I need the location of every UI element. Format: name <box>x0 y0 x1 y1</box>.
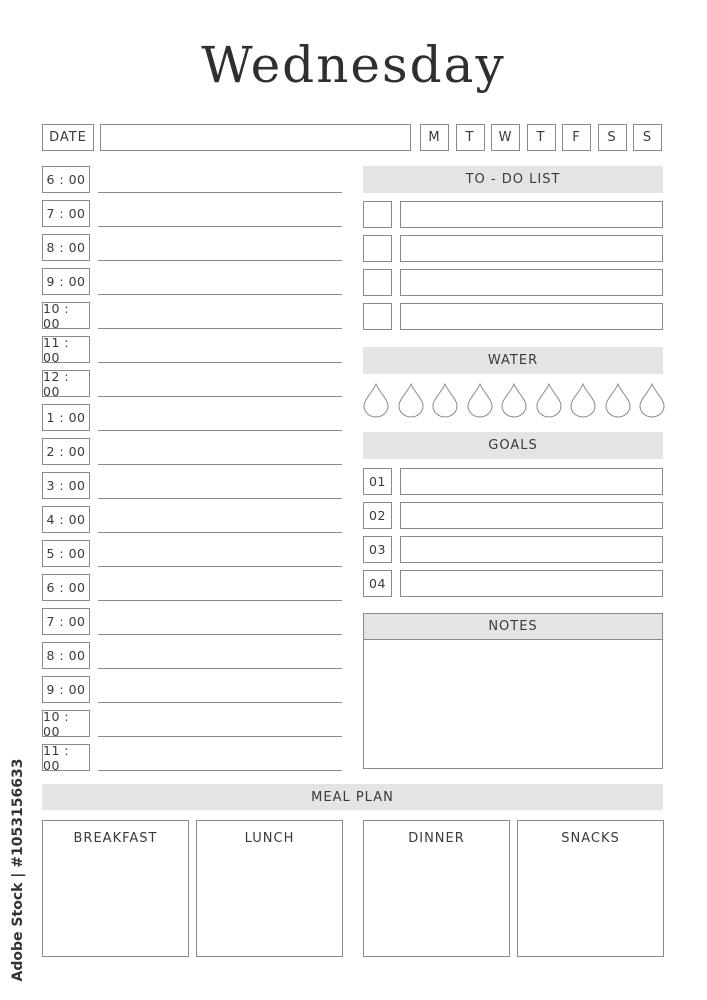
water-drop-icon[interactable] <box>501 383 527 418</box>
time-label: 11 : 00 <box>42 336 90 363</box>
schedule-entry-line[interactable] <box>98 736 342 737</box>
time-label: 3 : 00 <box>42 472 90 499</box>
meal-label: BREAKFAST <box>73 831 158 846</box>
time-label: 2 : 00 <box>42 438 90 465</box>
meal-box-lunch[interactable] <box>196 820 343 957</box>
goal-number: 02 <box>363 502 392 529</box>
goal-field[interactable] <box>400 570 663 597</box>
schedule-entry-line[interactable] <box>98 668 342 669</box>
schedule-entry-line[interactable] <box>98 600 342 601</box>
date-label: DATE <box>42 124 94 151</box>
meal-box-breakfast[interactable] <box>42 820 189 957</box>
schedule-entry-line[interactable] <box>98 328 342 329</box>
goal-field[interactable] <box>400 468 663 495</box>
schedule-entry-line[interactable] <box>98 430 342 431</box>
schedule-entry-line[interactable] <box>98 566 342 567</box>
goal-number: 04 <box>363 570 392 597</box>
time-label: 9 : 00 <box>42 676 90 703</box>
schedule-entry-line[interactable] <box>98 464 342 465</box>
time-label: 4 : 00 <box>42 506 90 533</box>
page-title: Wednesday <box>201 36 506 94</box>
goal-field[interactable] <box>400 502 663 529</box>
meal-box-dinner[interactable] <box>363 820 510 957</box>
time-label: 10 : 00 <box>42 302 90 329</box>
water-drop-icon[interactable] <box>398 383 424 418</box>
goals-header: GOALS <box>363 432 663 459</box>
goal-number: 03 <box>363 536 392 563</box>
stock-watermark-text: Adobe Stock | #1053156633 <box>10 758 26 982</box>
weekday-box[interactable]: T <box>527 124 556 151</box>
water-drop-icon[interactable] <box>639 383 665 418</box>
time-label: 7 : 00 <box>42 608 90 635</box>
schedule-entry-line[interactable] <box>98 226 342 227</box>
schedule-entry-line[interactable] <box>98 532 342 533</box>
water-drop-icon[interactable] <box>536 383 562 418</box>
stock-watermark <box>8 755 28 985</box>
water-header: WATER <box>363 347 663 374</box>
schedule-entry-line[interactable] <box>98 362 342 363</box>
time-label: 6 : 00 <box>42 574 90 601</box>
meal-plan-header: MEAL PLAN <box>42 784 663 810</box>
time-label: 8 : 00 <box>42 234 90 261</box>
meal-label: LUNCH <box>244 831 295 846</box>
water-drop-icon[interactable] <box>605 383 631 418</box>
todo-item-field[interactable] <box>400 235 663 262</box>
goal-field[interactable] <box>400 536 663 563</box>
todo-checkbox[interactable] <box>363 201 392 228</box>
meal-label: SNACKS <box>561 831 620 846</box>
weekday-box[interactable]: S <box>598 124 627 151</box>
schedule-entry-line[interactable] <box>98 634 342 635</box>
meal-label: DINNER <box>408 831 465 846</box>
schedule-entry-line[interactable] <box>98 498 342 499</box>
todo-item-field[interactable] <box>400 303 663 330</box>
notes-header: NOTES <box>364 614 662 640</box>
todo-checkbox[interactable] <box>363 269 392 296</box>
water-drop-icon[interactable] <box>570 383 596 418</box>
time-label: 6 : 00 <box>42 166 90 193</box>
weekday-box[interactable]: M <box>420 124 449 151</box>
date-field[interactable] <box>100 124 411 151</box>
schedule-entry-line[interactable] <box>98 770 342 771</box>
time-label: 5 : 00 <box>42 540 90 567</box>
time-label: 9 : 00 <box>42 268 90 295</box>
weekday-box[interactable]: W <box>491 124 520 151</box>
time-label: 10 : 00 <box>42 710 90 737</box>
time-label: 7 : 00 <box>42 200 90 227</box>
todo-header: TO - DO LIST <box>363 166 663 193</box>
goal-number: 01 <box>363 468 392 495</box>
time-label: 8 : 00 <box>42 642 90 669</box>
todo-checkbox[interactable] <box>363 235 392 262</box>
time-label: 1 : 00 <box>42 404 90 431</box>
todo-item-field[interactable] <box>400 269 663 296</box>
schedule-entry-line[interactable] <box>98 396 342 397</box>
water-drop-icon[interactable] <box>432 383 458 418</box>
schedule-entry-line[interactable] <box>98 294 342 295</box>
todo-item-field[interactable] <box>400 201 663 228</box>
water-drop-icon[interactable] <box>467 383 493 418</box>
schedule-entry-line[interactable] <box>98 192 342 193</box>
schedule-entry-line[interactable] <box>98 702 342 703</box>
weekday-box[interactable]: F <box>562 124 591 151</box>
weekday-box[interactable]: S <box>633 124 662 151</box>
schedule-entry-line[interactable] <box>98 260 342 261</box>
time-label: 12 : 00 <box>42 370 90 397</box>
meal-box-snacks[interactable] <box>517 820 664 957</box>
time-label: 11 : 00 <box>42 744 90 771</box>
todo-checkbox[interactable] <box>363 303 392 330</box>
water-drop-icon[interactable] <box>363 383 389 418</box>
weekday-box[interactable]: T <box>456 124 485 151</box>
